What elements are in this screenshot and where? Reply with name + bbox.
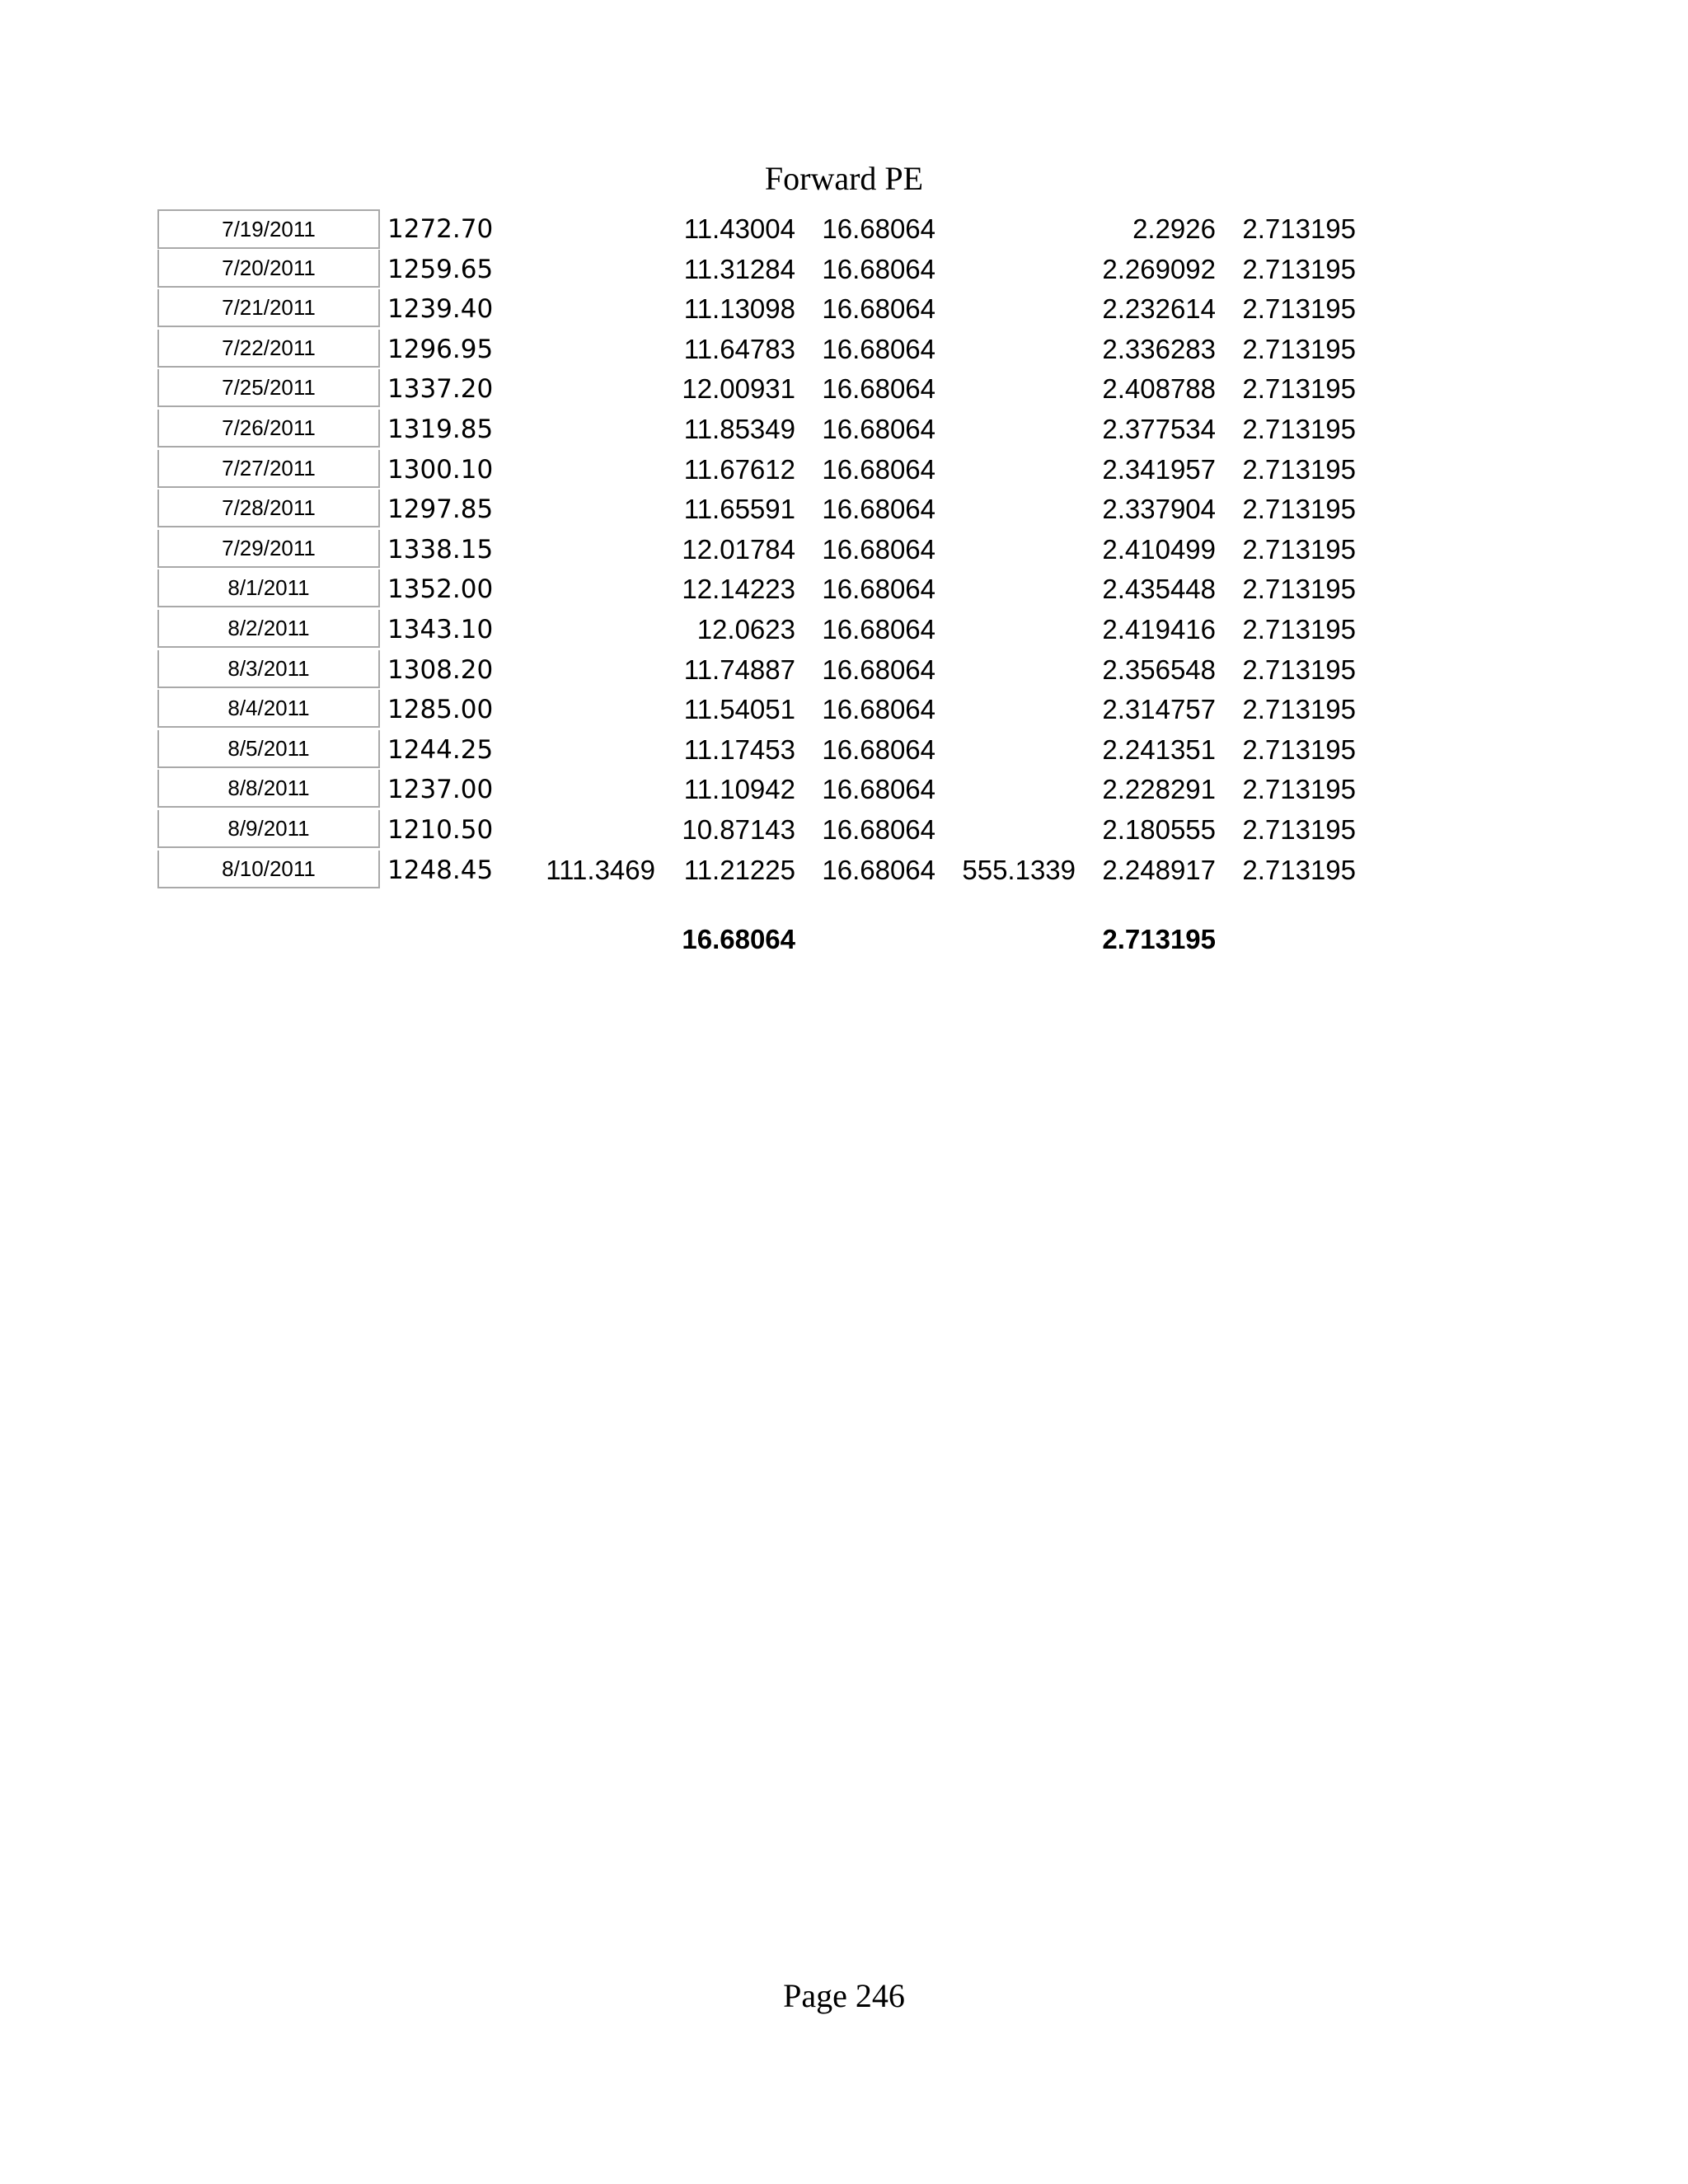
ratio-cell: 2.248917 (1102, 854, 1216, 885)
ratio-average-cell: 2.713195 (1242, 333, 1356, 364)
forward-pe-cell: 11.74887 (683, 654, 795, 685)
date-cell: 7/28/2011 (157, 490, 380, 527)
value-cell-d (940, 450, 1076, 490)
date-cell: 8/9/2011 (157, 810, 380, 848)
date-cell: 7/21/2011 (157, 289, 380, 327)
value-cell-a (519, 690, 655, 729)
value-cell-d (940, 289, 1076, 329)
value-cell-a (519, 569, 655, 609)
value-cell-d (940, 369, 1076, 409)
ratio-average-cell: 2.713195 (1242, 253, 1356, 284)
price-cell: 1244.25 (387, 734, 494, 765)
value-cell-a: 111.3469 (546, 854, 655, 885)
forward-pe-cell: 11.31284 (683, 253, 795, 284)
ratio-average-cell: 2.713195 (1242, 533, 1356, 565)
value-cell-d (940, 410, 1076, 449)
price-cell: 1259.65 (387, 254, 494, 284)
price-cell: 1210.50 (387, 814, 494, 845)
price-cell: 1285.00 (387, 695, 494, 725)
pe-average-cell: 16.68064 (822, 613, 935, 644)
price-cell: 1319.85 (387, 414, 494, 444)
ratio-cell: 2.314757 (1102, 694, 1216, 725)
summary-pe-average: 16.68064 (682, 924, 795, 954)
pe-average-cell: 16.68064 (822, 333, 935, 364)
table-row (0, 369, 1688, 410)
pe-average-cell: 16.68064 (822, 854, 935, 885)
pe-average-cell: 16.68064 (822, 453, 935, 485)
value-cell-a (519, 289, 655, 329)
date-cell: 8/2/2011 (157, 610, 380, 648)
pe-average-cell: 16.68064 (822, 774, 935, 805)
date-cell: 7/20/2011 (157, 250, 380, 288)
value-cell-a (519, 650, 655, 690)
pe-average-cell: 16.68064 (822, 654, 935, 685)
data-table (0, 209, 1688, 890)
pe-average-cell: 16.68064 (822, 533, 935, 565)
value-cell-a (519, 250, 655, 289)
ratio-average-cell: 2.713195 (1242, 373, 1356, 405)
ratio-cell: 2.232614 (1102, 293, 1216, 325)
date-cell: 8/8/2011 (157, 770, 380, 808)
ratio-average-cell: 2.713195 (1242, 574, 1356, 605)
summary-ratio-average: 2.713195 (1102, 924, 1216, 954)
date-cell: 7/25/2011 (157, 369, 380, 407)
ratio-average-cell: 2.713195 (1242, 854, 1356, 885)
ratio-cell: 2.228291 (1102, 774, 1216, 805)
table-row (0, 490, 1688, 530)
ratio-average-cell: 2.713195 (1242, 774, 1356, 805)
ratio-average-cell: 2.713195 (1242, 213, 1356, 244)
summary-row (0, 920, 1688, 959)
pe-average-cell: 16.68064 (822, 213, 935, 244)
value-cell-a (519, 610, 655, 649)
date-cell: 8/10/2011 (157, 851, 380, 888)
table-row (0, 410, 1688, 450)
value-cell-d (940, 250, 1076, 289)
date-cell: 7/26/2011 (157, 410, 380, 448)
price-cell: 1300.10 (387, 454, 494, 485)
value-cell-d (940, 330, 1076, 369)
value-cell-a (519, 530, 655, 569)
value-cell-d (940, 569, 1076, 609)
ratio-cell: 2.356548 (1102, 654, 1216, 685)
pe-average-cell: 16.68064 (822, 813, 935, 845)
value-cell-d (940, 810, 1076, 850)
table-row (0, 569, 1688, 610)
ratio-cell: 2.410499 (1102, 533, 1216, 565)
value-cell-d (940, 730, 1076, 770)
value-cell-d (940, 650, 1076, 690)
value-cell-a (519, 410, 655, 449)
forward-pe-cell: 11.64783 (683, 333, 795, 364)
price-cell: 1248.45 (387, 855, 494, 885)
table-row (0, 250, 1688, 290)
ratio-cell: 2.2926 (1132, 213, 1216, 244)
pe-average-cell: 16.68064 (822, 253, 935, 284)
table-row (0, 810, 1688, 851)
forward-pe-cell: 11.21225 (683, 854, 795, 885)
pe-average-cell: 16.68064 (822, 293, 935, 325)
value-cell-a (519, 330, 655, 369)
ratio-average-cell: 2.713195 (1242, 453, 1356, 485)
pe-average-cell: 16.68064 (822, 373, 935, 405)
pe-average-cell: 16.68064 (822, 574, 935, 605)
date-cell: 7/29/2011 (157, 530, 380, 568)
value-cell-a (519, 490, 655, 529)
ratio-average-cell: 2.713195 (1242, 293, 1356, 325)
price-cell: 1337.20 (387, 374, 494, 405)
table-row (0, 330, 1688, 370)
date-cell: 7/22/2011 (157, 330, 380, 368)
price-cell: 1338.15 (387, 534, 494, 565)
value-cell-d (940, 209, 1076, 249)
ratio-average-cell: 2.713195 (1242, 413, 1356, 444)
price-cell: 1272.70 (387, 214, 494, 244)
ratio-cell: 2.241351 (1102, 733, 1216, 765)
date-cell: 8/1/2011 (157, 569, 380, 607)
ratio-cell: 2.419416 (1102, 613, 1216, 644)
ratio-cell: 2.180555 (1102, 813, 1216, 845)
value-cell-a (519, 450, 655, 490)
ratio-cell: 2.269092 (1102, 253, 1216, 284)
price-cell: 1352.00 (387, 574, 494, 605)
forward-pe-cell: 12.00931 (682, 373, 795, 405)
forward-pe-cell: 12.0623 (696, 613, 795, 644)
forward-pe-cell: 11.67612 (683, 453, 795, 485)
forward-pe-cell: 12.14223 (682, 574, 795, 605)
ratio-average-cell: 2.713195 (1242, 654, 1356, 685)
value-cell-d (940, 530, 1076, 569)
value-cell-d (940, 770, 1076, 809)
value-cell-d (940, 610, 1076, 649)
forward-pe-cell: 11.65591 (683, 494, 795, 525)
table-row (0, 450, 1688, 490)
date-cell: 7/19/2011 (157, 209, 380, 249)
pe-average-cell: 16.68064 (822, 733, 935, 765)
price-cell: 1296.95 (387, 334, 494, 364)
ratio-cell: 2.435448 (1102, 574, 1216, 605)
pe-average-cell: 16.68064 (822, 494, 935, 525)
date-cell: 8/5/2011 (157, 730, 380, 768)
table-row (0, 730, 1688, 771)
ratio-cell: 2.341957 (1102, 453, 1216, 485)
ratio-cell: 2.336283 (1102, 333, 1216, 364)
price-cell: 1237.00 (387, 775, 494, 805)
forward-pe-cell: 12.01784 (682, 533, 795, 565)
table-row (0, 851, 1688, 891)
table-row (0, 690, 1688, 730)
ratio-average-cell: 2.713195 (1242, 694, 1356, 725)
table-row (0, 770, 1688, 810)
pe-average-cell: 16.68064 (822, 413, 935, 444)
ratio-average-cell: 2.713195 (1242, 733, 1356, 765)
ratio-average-cell: 2.713195 (1242, 813, 1356, 845)
ratio-cell: 2.377534 (1102, 413, 1216, 444)
date-cell: 8/3/2011 (157, 650, 380, 688)
value-cell-d (940, 490, 1076, 529)
table-row (0, 610, 1688, 650)
value-cell-d: 555.1339 (962, 854, 1076, 885)
page-number: Page 246 (783, 1977, 905, 2014)
forward-pe-cell: 11.13098 (683, 293, 795, 325)
price-cell: 1239.40 (387, 294, 494, 325)
forward-pe-cell: 11.10942 (683, 774, 795, 805)
page-title: Forward PE (764, 160, 924, 197)
value-cell-a (519, 369, 655, 409)
table-row (0, 209, 1688, 250)
forward-pe-cell: 10.87143 (682, 813, 795, 845)
date-cell: 8/4/2011 (157, 690, 380, 728)
ratio-average-cell: 2.713195 (1242, 613, 1356, 644)
pe-average-cell: 16.68064 (822, 694, 935, 725)
ratio-average-cell: 2.713195 (1242, 494, 1356, 525)
date-cell: 7/27/2011 (157, 450, 380, 488)
forward-pe-cell: 11.54051 (683, 694, 795, 725)
value-cell-a (519, 810, 655, 850)
price-cell: 1343.10 (387, 614, 494, 644)
price-cell: 1308.20 (387, 654, 494, 685)
forward-pe-cell: 11.85349 (683, 413, 795, 444)
value-cell-a (519, 770, 655, 809)
price-cell: 1297.85 (387, 494, 494, 525)
forward-pe-cell: 11.17453 (683, 733, 795, 765)
table-row (0, 650, 1688, 691)
value-cell-a (519, 730, 655, 770)
ratio-cell: 2.408788 (1102, 373, 1216, 405)
table-row (0, 289, 1688, 330)
value-cell-d (940, 690, 1076, 729)
value-cell-a (519, 209, 655, 249)
ratio-cell: 2.337904 (1102, 494, 1216, 525)
forward-pe-cell: 11.43004 (683, 213, 795, 244)
table-row (0, 530, 1688, 570)
